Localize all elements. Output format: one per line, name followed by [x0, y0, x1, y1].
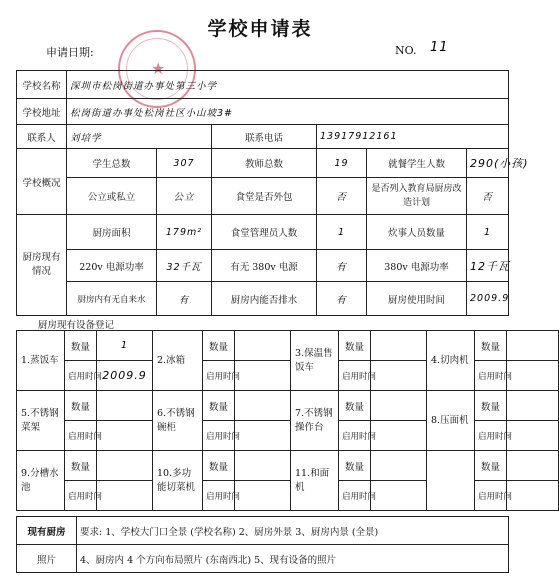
equipment-date-value[interactable]: 2009.9	[97, 361, 153, 391]
equipment-qty-label: 数量	[65, 391, 97, 421]
teachers-label: 教师总数	[212, 149, 317, 178]
equipment-qty-value[interactable]	[235, 391, 291, 421]
tap-water-label: 厨房内有无自来水	[67, 282, 157, 316]
equipment-qty-label: 数量	[475, 451, 507, 481]
kitchen-area-value[interactable]: 179m²	[157, 215, 212, 250]
drainage-value[interactable]: 有	[317, 282, 367, 316]
photo-requirement-1: 要求: 1、学校大门口全景 (学校名称) 2、厨房外景 3、厨房内景 (全景)	[77, 517, 509, 545]
equipment-date-label: 启用时间	[65, 361, 97, 391]
equipment-qty-value[interactable]	[97, 451, 153, 481]
equipment-name	[427, 451, 475, 511]
canteen-manager-value[interactable]: 1	[317, 215, 367, 250]
equipment-name: 10.多功能切菜机	[153, 451, 203, 511]
contact-label: 联系人	[17, 125, 67, 149]
contact-value[interactable]: 刘培学	[67, 125, 212, 149]
canteen-outsource-label: 食堂是否外包	[212, 178, 317, 215]
drainage-label: 厨房内能否排水	[212, 282, 317, 316]
equipment-name: 9.分槽水池	[17, 451, 65, 511]
equipment-name: 11.和面机	[291, 451, 339, 511]
has380-label: 有无 380v 电源	[212, 250, 317, 282]
equipment-qty-label: 数量	[203, 451, 235, 481]
equipment-date-label: 启用时间	[203, 361, 235, 391]
equipment-qty-value[interactable]	[507, 331, 559, 361]
equipment-qty-value[interactable]	[507, 391, 559, 421]
power220-label: 220v 电源功率	[67, 250, 157, 282]
power220-value[interactable]: 32千瓦	[157, 250, 212, 282]
equipment-name: 2.冰箱	[153, 331, 203, 391]
school-info-table	[16, 70, 529, 316]
kitchen-since-label: 厨房使用时间	[367, 282, 467, 316]
equipment-name: 7.不锈钢操作台	[291, 391, 339, 451]
tap-water-value[interactable]: 有	[157, 282, 212, 316]
equipment-qty-value[interactable]	[97, 391, 153, 421]
star-icon: ★	[151, 59, 166, 78]
equipment-qty-label: 数量	[203, 331, 235, 361]
kitchen-since-value[interactable]: 2009.9	[467, 282, 509, 316]
equipment-date-label: 启用时间	[65, 421, 97, 451]
equipment-name: 1.蒸饭车	[17, 331, 65, 391]
equipment-date-value[interactable]	[507, 481, 559, 511]
public-private-label: 公立或私立	[67, 178, 157, 215]
equipment-qty-value[interactable]	[371, 331, 427, 361]
school-address-label: 学校地址	[17, 99, 67, 125]
meal-students-value[interactable]: 290(小孩)	[467, 149, 509, 178]
photo-label-2: 照片	[17, 545, 77, 573]
equipment-date-value[interactable]	[371, 481, 427, 511]
canteen-outsource-value[interactable]: 否	[317, 178, 367, 215]
cook-count-value[interactable]: 1	[467, 215, 509, 250]
equipment-date-value[interactable]	[371, 361, 427, 391]
equipment-qty-value[interactable]	[371, 391, 427, 421]
equipment-name: 8.压面机	[427, 391, 475, 451]
equipment-qty-label: 数量	[475, 331, 507, 361]
form-number-label: NO.	[395, 44, 417, 57]
equipment-date-value[interactable]	[371, 421, 427, 451]
meal-students-label: 就餐学生人数	[367, 149, 467, 178]
cook-count-label: 炊事人员数量	[367, 215, 467, 250]
photo-requirement-table	[16, 516, 509, 573]
apply-date-label: 申请日期:	[46, 46, 94, 59]
equipment-name: 6.不锈钢碗柜	[153, 391, 203, 451]
edu-list-value[interactable]: 否	[467, 178, 509, 215]
equipment-name: 5.不锈钢菜架	[17, 391, 65, 451]
equipment-date-value[interactable]	[507, 361, 559, 391]
equipment-qty-label: 数量	[65, 331, 97, 361]
school-address-value[interactable]: 松岗街道办事处松岗社区小山坡3#	[67, 99, 509, 125]
power380-label: 380v 电源功率	[367, 250, 467, 282]
equipment-qty-value[interactable]	[371, 451, 427, 481]
equipment-date-value[interactable]	[235, 361, 291, 391]
equipment-qty-label: 数量	[65, 451, 97, 481]
equipment-date-value[interactable]	[507, 421, 559, 451]
equipment-qty-label: 数量	[339, 331, 371, 361]
photo-requirement-2: 4、厨房内 4 个方向布局照片 (东南西北) 5、现有设备的照片	[77, 545, 509, 573]
equipment-date-label: 启用时间	[203, 421, 235, 451]
equipment-date-label: 启用时间	[475, 481, 507, 511]
equipment-qty-label: 数量	[339, 451, 371, 481]
equipment-qty-value[interactable]	[507, 451, 559, 481]
equipment-date-value[interactable]	[97, 481, 153, 511]
teachers-value[interactable]: 19	[317, 149, 367, 178]
school-name-label: 学校名称	[17, 71, 67, 99]
equipment-date-label: 启用时间	[339, 421, 371, 451]
equipment-date-value[interactable]	[97, 421, 153, 451]
students-value[interactable]: 307	[157, 149, 212, 178]
phone-label: 联系电话	[212, 125, 317, 149]
school-name-value[interactable]: 深圳市松岗街道办事处第三小学	[67, 71, 509, 99]
equipment-date-label: 启用时间	[475, 421, 507, 451]
equipment-name: 3.保温售饭车	[291, 331, 339, 391]
kitchen-area-label: 厨房面积	[67, 215, 157, 250]
equipment-date-label: 启用时间	[203, 481, 235, 511]
has380-value[interactable]: 有	[317, 250, 367, 282]
equipment-qty-label: 数量	[339, 391, 371, 421]
equipment-qty-label: 数量	[203, 391, 235, 421]
equipment-qty-value[interactable]	[235, 331, 291, 361]
equipment-title: 厨房现有设备登记	[38, 320, 115, 331]
power380-value[interactable]: 12千瓦	[467, 250, 509, 282]
phone-value[interactable]: 13917912161	[317, 125, 509, 149]
equipment-date-value[interactable]	[235, 481, 291, 511]
equipment-qty-value[interactable]	[235, 451, 291, 481]
equipment-date-label: 启用时间	[65, 481, 97, 511]
equipment-date-value[interactable]	[235, 421, 291, 451]
equipment-table	[16, 330, 559, 511]
public-private-value[interactable]: 公立	[157, 178, 212, 215]
form-title: 学校申请表	[207, 18, 313, 40]
equipment-date-label: 启用时间	[339, 481, 371, 511]
equipment-date-label: 启用时间	[339, 361, 371, 391]
equipment-qty-value[interactable]: 1	[97, 331, 153, 361]
students-label: 学生总数	[67, 149, 157, 178]
photo-label-1: 现有厨房	[17, 517, 77, 545]
equipment-name: 4.切肉机	[427, 331, 475, 391]
equipment-qty-label: 数量	[475, 391, 507, 421]
form-number-value: 11	[430, 40, 449, 55]
overview-label: 学校概况	[17, 149, 67, 215]
equipment-date-label: 启用时间	[475, 361, 507, 391]
edu-list-label: 是否列入教育局厨房改造计划	[367, 178, 467, 215]
kitchen-label: 厨房现有情况	[17, 215, 67, 316]
canteen-manager-label: 食堂管理员人数	[212, 215, 317, 250]
